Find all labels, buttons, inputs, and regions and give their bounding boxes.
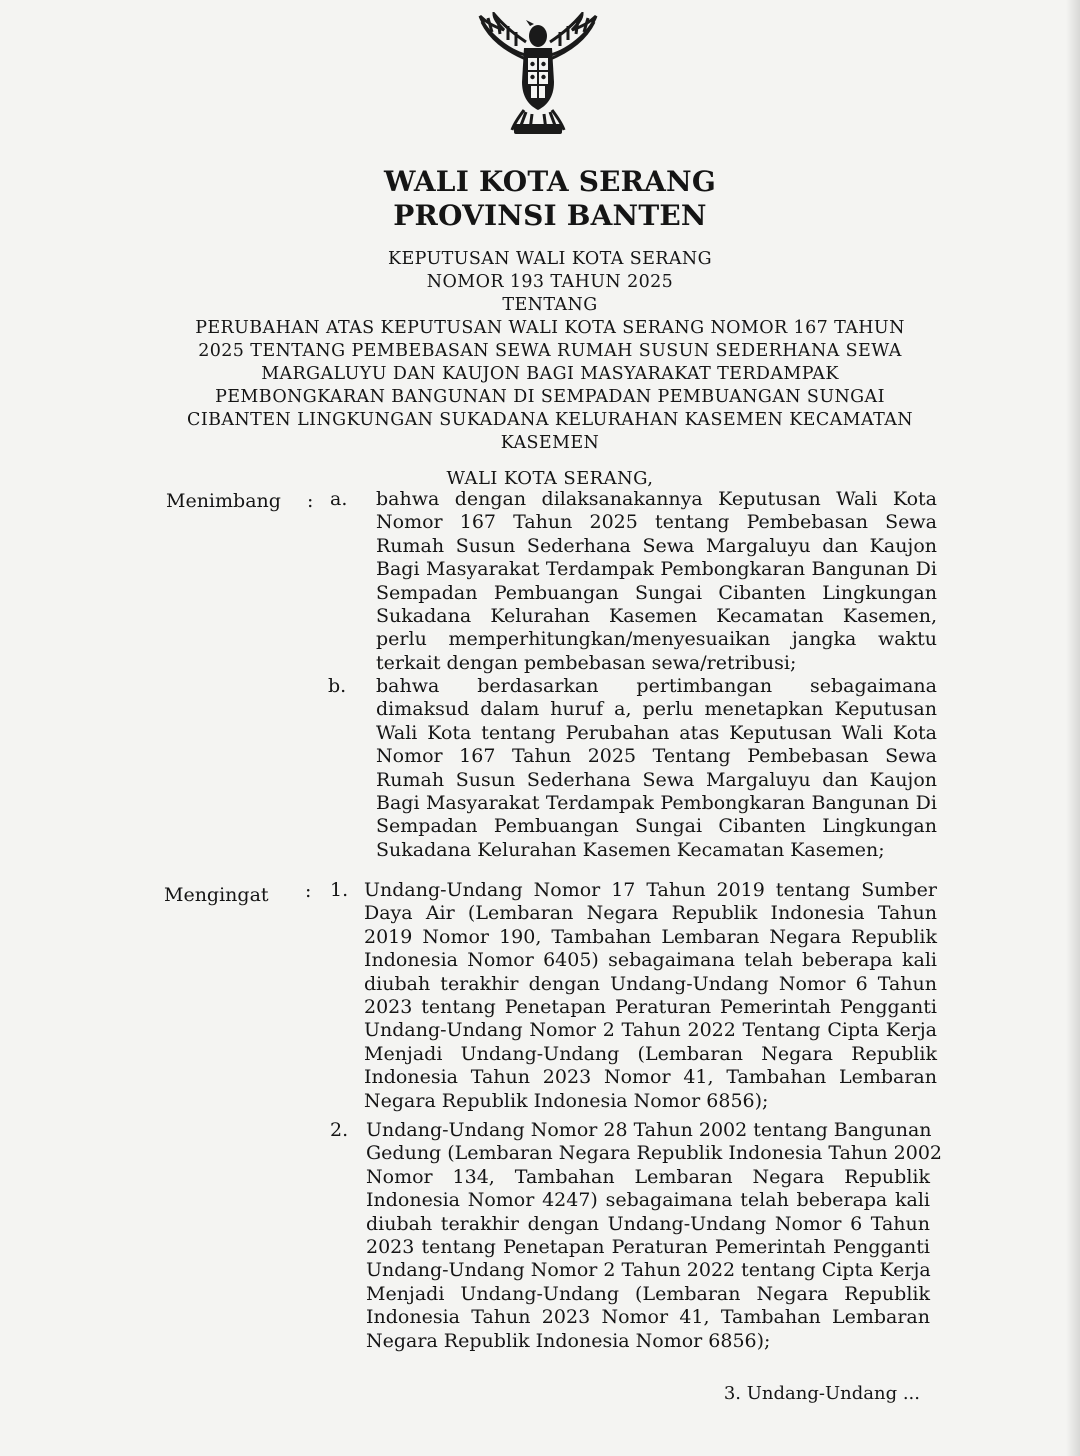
- decree-issuer: WALI KOTA SERANG,: [446, 468, 654, 489]
- decree-subject-line: KASEMEN: [500, 433, 600, 453]
- menimbang-colon: :: [307, 490, 314, 512]
- mengingat-item-1: [364, 879, 937, 1113]
- text-line: Undang-Undang Nomor 28 Tahun 2002 tentang Bangunan: [366, 1119, 932, 1141]
- decree-subject-line: MARGALUYU DAN KAUJON BAGI MASYARAKAT TERDAMPAK: [261, 364, 839, 384]
- text-line: Undang-Undang Nomor 17 Tahun 2019 tentang Sumber: [364, 879, 937, 901]
- title-line-1: WALI KOTA SERANG: [384, 165, 716, 198]
- text-line: Nomor 134, Tambahan Lembaran Negara Republik: [366, 1165, 930, 1188]
- text-line: Sempadan Pembuangan Sungai Cibanten Lingkungan: [376, 581, 937, 604]
- text-line: Negara Republik Indonesia Nomor 6856);: [366, 1329, 771, 1352]
- text-line: Negara Republik Indonesia Nomor 6856);: [364, 1089, 769, 1112]
- text-line: 2023 tentang Penetapan Peraturan Pemerintah Pengganti: [366, 1235, 930, 1258]
- text-line: 2023 tentang Penetapan Peraturan Pemerintah Pengganti: [364, 995, 937, 1018]
- menimbang-item-b: [376, 675, 937, 862]
- decree-subject-line: CIBANTEN LINGKUNGAN SUKADANA KELURAHAN KASEMEN KECAMATAN: [187, 410, 913, 430]
- text-line: Undang-Undang Nomor 2 Tahun 2022 tentang Cipta Kerja: [366, 1259, 931, 1282]
- text-line: Sukadana Kelurahan Kasemen Kecamatan Kasemen;: [376, 838, 885, 861]
- decree-tentang: TENTANG: [502, 295, 598, 315]
- text-line: bahwa dengan dilaksanakannya Keputusan Wali Kota: [376, 488, 937, 510]
- menimbang-marker-b: b.: [328, 675, 347, 697]
- decree-subject-line: PERUBAHAN ATAS KEPUTUSAN WALI KOTA SERANG NOMOR 167 TAHUN: [195, 318, 905, 338]
- mengingat-item-2: [366, 1119, 943, 1353]
- garuda-emblem-icon: [468, 12, 608, 142]
- text-line: diubah terakhir dengan Undang-Undang Nomor 6 Tahun: [366, 1212, 930, 1235]
- text-line: perlu memperhitungkan/menyesuaikan jangka waktu: [376, 628, 937, 651]
- text-line: Bagi Masyarakat Terdampak Pembongkaran Bangunan Di: [376, 558, 937, 581]
- text-line: 2019 Nomor 190, Tambahan Lembaran Negara Republik: [364, 925, 937, 948]
- text-line: Nomor 167 Tahun 2025 Tentang Pembebasan Sewa: [376, 745, 937, 768]
- text-line: Daya Air (Lembaran Negara Republik Indonesia Tahun: [364, 902, 937, 925]
- mengingat-label: Mengingat: [164, 884, 269, 906]
- text-line: Nomor 167 Tahun 2025 tentang Pembebasan Sewa: [376, 511, 937, 534]
- text-line: Indonesia Tahun 2023 Nomor 41, Tambahan Lembaran: [366, 1306, 930, 1329]
- decree-subject-line: 2025 TENTANG PEMBEBASAN SEWA RUMAH SUSUN SEDERHANA SEWA: [198, 341, 902, 361]
- text-line: Wali Kota tentang Perubahan atas Keputusan Wali Kota: [376, 721, 937, 744]
- decree-name: KEPUTUSAN WALI KOTA SERANG: [388, 249, 712, 269]
- menimbang-label: Menimbang: [166, 490, 281, 512]
- text-line: Indonesia Nomor 6405) sebagaimana telah beberapa kali: [364, 949, 937, 972]
- text-line: Rumah Susun Sederhana Sewa Margaluyu dan Kaujon: [376, 768, 937, 791]
- text-line: diubah terakhir dengan Undang-Undang Nomor 6 Tahun: [364, 972, 937, 995]
- mengingat-colon: :: [305, 880, 312, 902]
- mengingat-marker-1: 1.: [330, 879, 349, 901]
- title-line-2: PROVINSI BANTEN: [393, 199, 707, 232]
- decree-subject-line: PEMBONGKARAN BANGUNAN DI SEMPADAN PEMBUANGAN SUNGAI: [215, 387, 885, 407]
- text-line: Bagi Masyarakat Terdampak Pembongkaran Bangunan Di: [376, 791, 937, 814]
- text-line: terkait dengan pembebasan sewa/retribusi;: [376, 651, 797, 674]
- text-line: Menjadi Undang-Undang (Lembaran Negara Republik: [366, 1282, 930, 1305]
- menimbang-marker-a: a.: [330, 488, 348, 510]
- text-line: Gedung (Lembaran Negara Republik Indonesia Tahun 2002: [366, 1142, 943, 1165]
- menimbang-item-a: [376, 488, 937, 675]
- text-line: dimaksud dalam huruf a, perlu menetapkan Keputusan: [376, 698, 937, 721]
- text-line: Menjadi Undang-Undang (Lembaran Negara Republik: [364, 1042, 937, 1065]
- text-line: bahwa berdasarkan pertimbangan sebagaimana: [376, 675, 937, 697]
- page-continuation: 3. Undang-Undang ...: [723, 1383, 920, 1404]
- text-line: Sukadana Kelurahan Kasemen Kecamatan Kasemen,: [376, 604, 937, 627]
- decree-number: NOMOR 193 TAHUN 2025: [426, 272, 674, 292]
- text-line: Indonesia Nomor 4247) sebagaimana telah beberapa kali: [366, 1189, 930, 1212]
- mengingat-marker-2: 2.: [330, 1119, 349, 1141]
- text-line: Indonesia Tahun 2023 Nomor 41, Tambahan Lembaran: [364, 1066, 937, 1089]
- text-line: Rumah Susun Sederhana Sewa Margaluyu dan Kaujon: [376, 534, 937, 557]
- text-line: Undang-Undang Nomor 2 Tahun 2022 Tentang Cipta Kerja: [364, 1019, 937, 1042]
- text-line: Sempadan Pembuangan Sungai Cibanten Lingkungan: [376, 815, 937, 838]
